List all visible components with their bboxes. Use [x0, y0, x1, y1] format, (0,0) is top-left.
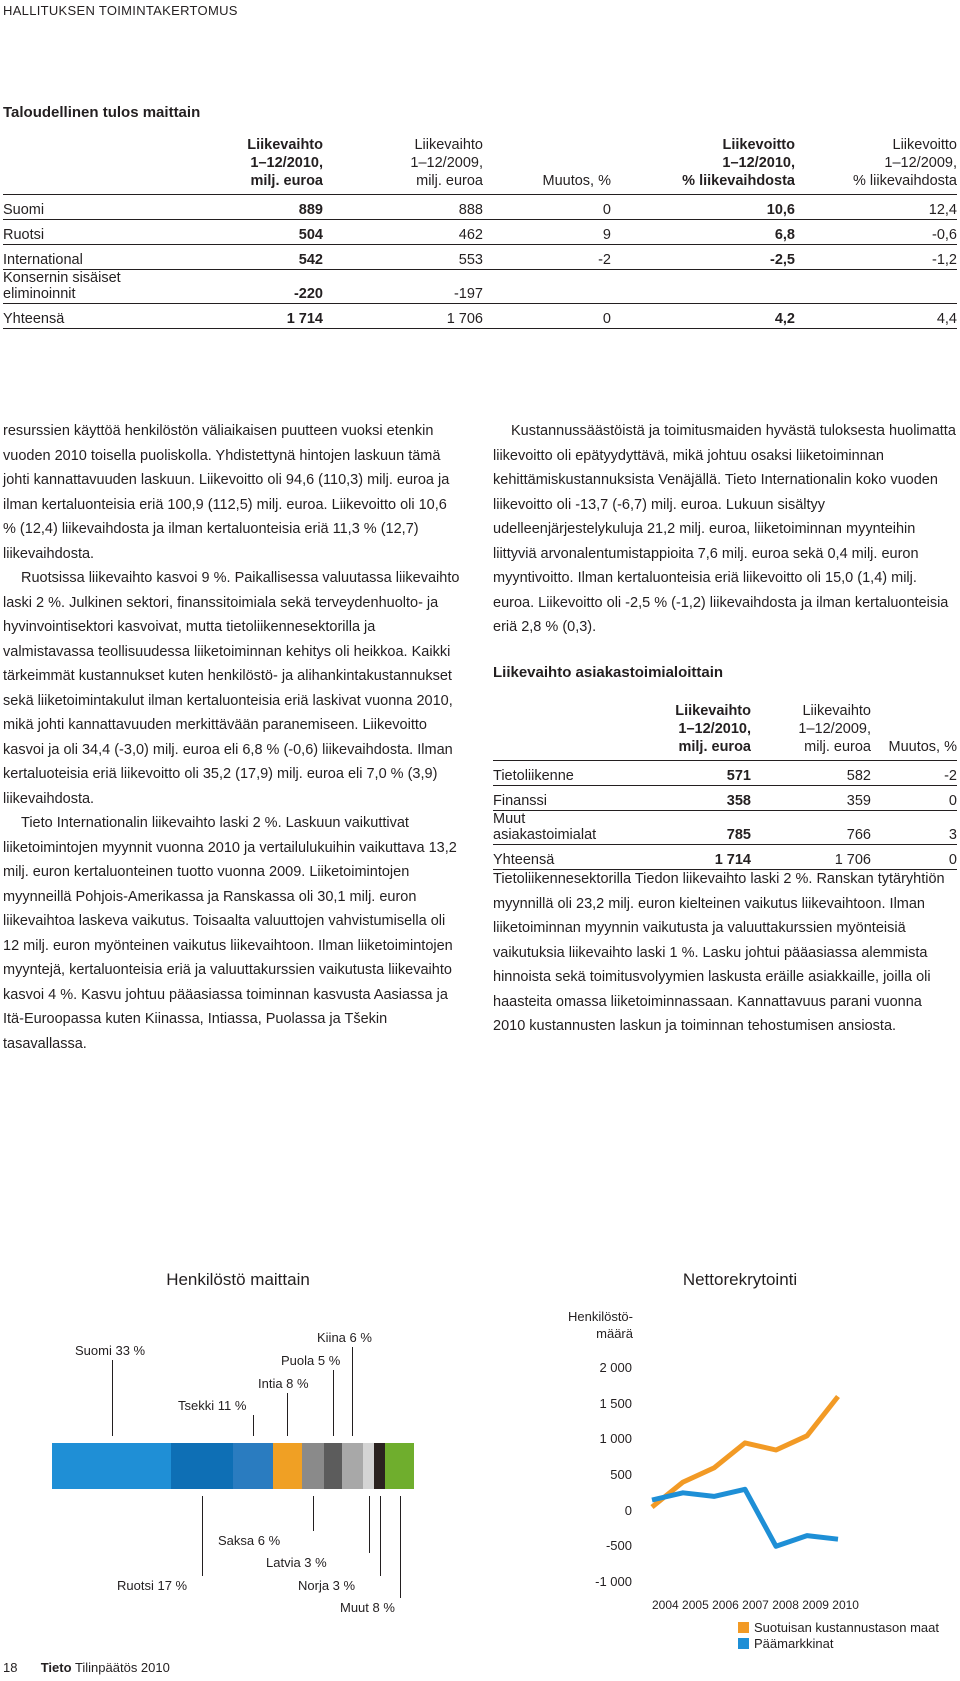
- table-cell: 358: [631, 786, 751, 811]
- segment-label-ruotsi: Ruotsi 17 %: [117, 1578, 188, 1593]
- text-line: Liikevaihto: [247, 137, 323, 153]
- table-cell: 12,4: [795, 195, 957, 220]
- text-line: Liikevaihto: [675, 703, 751, 719]
- table-cell: -197: [323, 270, 483, 304]
- text-line: Konsernin sisäiset: [3, 270, 121, 286]
- y-tick-label: 500: [610, 1467, 632, 1482]
- text-line: Liikevoitto: [722, 137, 795, 153]
- table-cell: -2,5: [611, 245, 795, 270]
- table-cell: 0: [871, 845, 957, 870]
- text-line: Muutos, %: [888, 739, 957, 755]
- recruitment-chart-title: Nettorekrytointi: [682, 1270, 798, 1289]
- y-tick-label: 1 500: [599, 1395, 632, 1411]
- segment-label-saksa: Saksa 6 %: [218, 1533, 281, 1548]
- table-cell: 1 714: [631, 845, 751, 870]
- x-tick-label: 2004: [652, 1598, 679, 1612]
- text-line: Muutos, %: [542, 173, 611, 189]
- text-line: milj. euroa: [678, 739, 751, 755]
- table-cell: 1 706: [751, 845, 871, 870]
- paragraph: Kustannussäästöistä ja toimitusmaiden hyvästä tuloksesta huolimatta liikevoitto oli epätyydyttävä, mikä johtuu osaksi liiketoiminnan kehittämiskustannuksista Venäjällä. Tieto Internationalin koko vuoden liikevoitto oli -13,7 (-6,7) milj. euroa. Lukuun sisältyy udelleenjärjestelykuluja 21,2 milj. euroa, liiketoiminnan myynteihin liittyviä arvonalentumistappioita 7,6 milj. euroa sekä 0,4 milj. euron myyntivoitto. Ilman kertaluonteisia eriä liikevoitto oli 15,0 (1,4) milj. euroa. Liikevoitto oli -2,5 % (-1,2) liikevaihdosta ja ilman kertaluonteisia eriä 2,8 % (0,3).: [493, 423, 956, 635]
- table-cell: 0: [483, 304, 611, 329]
- table-cell: 9: [483, 220, 611, 245]
- text-line: Liikevoitto: [892, 137, 957, 153]
- text-line: 1–12/2010,: [250, 155, 323, 171]
- x-tick-label: 2009: [802, 1598, 829, 1612]
- table-cell: 504: [191, 220, 323, 245]
- table-cell: 553: [323, 245, 483, 270]
- segment-label-suomi: Suomi 33 %: [75, 1343, 146, 1358]
- x-tick-label: 2008: [772, 1598, 799, 1612]
- table-cell: 10,6: [611, 195, 795, 220]
- body-text-right-2: Tietoliikennesektorilla Tiedon liikevaihto laski 2 %. Ranskan tytäryhtiön myynnillä oli 23,2 milj. euron kielteinen vaikutus liikevaihtoon. Ilman liiketoiminnan myynnin vaikutusta ja valuuttakurssien myönteisiä vaikutuksia liikevaihto laski 1 %. Lasku johtui pääasiassa alemmista hinnoista sekä toimitusvolyymien laskusta eräille asiakkaille, joilla oli haasteita omassa liiketoiminnassaan. Kannattavuus parani vuonna 2010 kustannusten laskun ja toiminnan tehostumisen ansiosta.: [493, 871, 945, 1034]
- table-cell: 1 714: [191, 304, 323, 329]
- table-cell: 6,8: [611, 220, 795, 245]
- text-line: milj. euroa: [416, 173, 483, 189]
- table-cell: 542: [191, 245, 323, 270]
- x-tick-label: 2010: [832, 1598, 859, 1612]
- text-line: Tietoliikenne: [493, 768, 574, 784]
- legend-swatch: [738, 1638, 749, 1649]
- text-line: milj. euroa: [804, 739, 871, 755]
- text-line: 1–12/2010,: [678, 721, 751, 737]
- segment-label-kiina: Kiina 6 %: [317, 1330, 372, 1345]
- y-tick-label: 0: [624, 1502, 632, 1518]
- x-tick-label: 2005: [682, 1598, 709, 1612]
- personnel-chart-title: Henkilöstö maittain: [166, 1270, 310, 1289]
- table-cell: 889: [191, 195, 323, 220]
- legend-label: Suotuisan kustannustason maat: [754, 1620, 940, 1635]
- table-cell: 0: [483, 195, 611, 220]
- x-tick-label: 2007: [742, 1598, 769, 1612]
- table-cell: 1 706: [323, 304, 483, 329]
- text-line: asiakastoimialat: [493, 827, 597, 843]
- table-cell: 785: [631, 811, 751, 845]
- y-tick-label: 1 000: [599, 1431, 632, 1447]
- brand-name: Tieto: [40, 1660, 72, 1675]
- text-line: milj. euroa: [250, 173, 323, 189]
- table-cell: 4,4: [795, 304, 957, 329]
- text-line: Finanssi: [493, 793, 547, 809]
- segment-label-muut: Muut 8 %: [340, 1600, 395, 1615]
- segment-label-puola: Puola 5 %: [281, 1353, 341, 1368]
- table-cell: 766: [751, 811, 871, 845]
- y-axis-label-text: Henkilöstö-määrä: [567, 1309, 633, 1341]
- table-cell: -0,6: [795, 220, 957, 245]
- table-cell: -1,2: [795, 245, 957, 270]
- paragraph: Tieto Internationalin liikevaihto laski 2 %. Laskuun vaikuttivat liiketoimintojen myynnit vuonna 2010 ja vertailulukuihin vaikuttava 13,2 milj. euron kertaluonteinen tuotto vuonna 2009. Liiketoimintojen myynneillä Pohjois-Amerikassa ja Ranskassa oli 30,1 milj. euron liikevaihtoa laskeva vaikutus. Toisaalta valuuttojen vahvistumisella oli 12 milj. euron myönteinen vaikutus liikevaihtoon. Ilman liiketoimintojen myyntejä, kertaluonteisia eriä ja valuuttakurssien vaikutusta liikevaihto kasvoi 4 %. Kasvu johtuu pääasiassa toiminnan kasvusta Aasiassa ja Itä-Euroopassa kuten Kiinassa, Intiassa, Puolassa ja Tšekin tasavallassa.: [3, 815, 457, 1052]
- table-cell: 888: [323, 195, 483, 220]
- y-tick-label: -500: [605, 1538, 632, 1554]
- legend-label: Päämarkkinat: [754, 1636, 834, 1651]
- y-tick-label: -1 000: [595, 1574, 632, 1589]
- x-axis-years: [652, 1598, 859, 1612]
- text-line: eliminoinnit: [3, 286, 76, 302]
- legend-swatch: [738, 1622, 749, 1633]
- x-tick-label: 2006: [712, 1598, 739, 1612]
- table-cell: 3: [871, 811, 957, 845]
- table-cell: 462: [323, 220, 483, 245]
- table-cell: -2: [871, 761, 957, 786]
- text-line: 1–12/2010,: [722, 155, 795, 171]
- segment-label-tsekki: Tsekki 11 %: [178, 1398, 247, 1413]
- table-cell: 0: [871, 786, 957, 811]
- table-cell: 4,2: [611, 304, 795, 329]
- page-footer: [3, 1660, 170, 1675]
- results-table-title: Taloudellinen tulos maittain: [3, 104, 201, 121]
- y-tick-label: 2 000: [599, 1360, 632, 1375]
- segment-label-latvia: Latvia 3 %: [266, 1555, 327, 1570]
- text-line: Ruotsi: [3, 227, 45, 243]
- customer-table-title: Liikevaihto asiakastoimialoittain: [493, 664, 724, 681]
- paragraph: resurssien käyttöä henkilöstön väliaikaisen puutteen vuoksi etenkin vuoden 2010 toisella puoliskolla. Yhdistettynä hintojen laskuun tämä johti kannattavuuden laskuun. Liikevoitto oli 94,6 (110,3) milj. euroa ja ilman kertaluonteisia eriä 100,9 (112,5) milj. euroa. Liikevoitto oli 10,6 % (12,4) liikevaihdosta ja ilman kertaluonteisia eriä 11,3 % (12,7) liikevaihdosta.: [3, 423, 450, 562]
- text-line: Yhteensä: [3, 311, 65, 327]
- text-line: Yhteensä: [493, 852, 555, 868]
- paragraph: Ruotsissa liikevaihto kasvoi 9 %. Paikallisessa valuutassa liikevaihto laski 2 %. Julkinen sektori, finanssitoimiala sekä terveydenhuolto- ja hyvinvointisektori kasvoivat, mutta tietoliikennesektorilla ja valmistavassa teollisuudessa liiketoiminnan kehitys oli heikkoa. Kaikki tärkeimmät kustannukset kuten henkilöstö- ja alihankintakustannukset sekä liiketoimintakulut ilman kertaluonteisia eriä laskivat vuonna 2010, mikä johti kannattavuuden merkittävään paranemiseen. Liikevoitto kasvoi ja oli 34,4 (-3,0) milj. euroa eli 6,8 % (-0,6) liikevaihdosta. Ilman kertaluoteisia eriä liikevoitto oli 35,2 (17,9) milj. euroa eli 7,0 % (3,9) liikevaihdosta.: [3, 570, 460, 807]
- text-line: 1–12/2009,: [410, 155, 483, 171]
- text-line: Liikevaihto: [414, 137, 483, 153]
- text-line: % liikevaihdosta: [682, 173, 795, 189]
- table-cell: -220: [191, 270, 323, 304]
- page-number: 18: [3, 1660, 18, 1675]
- text-line: % liikevaihdosta: [853, 173, 957, 189]
- table-cell: 571: [631, 761, 751, 786]
- text-line: Suomi: [3, 202, 45, 218]
- document-title: Tilinpäätös 2010: [74, 1660, 170, 1675]
- text-line: Muut: [493, 811, 526, 827]
- table-cell: -2: [483, 245, 611, 270]
- segment-label-norja: Norja 3 %: [298, 1578, 356, 1593]
- table-cell: 582: [751, 761, 871, 786]
- text-line: Liikevaihto: [802, 703, 871, 719]
- table-cell: 359: [751, 786, 871, 811]
- segment-label-intia: Intia 8 %: [258, 1376, 309, 1391]
- text-line: 1–12/2009,: [798, 721, 871, 737]
- running-header: HALLITUKSEN TOIMINTAKERTOMUS: [3, 3, 238, 18]
- text-line: International: [3, 252, 83, 268]
- text-line: 1–12/2009,: [884, 155, 957, 171]
- line-series-2: [652, 1489, 838, 1546]
